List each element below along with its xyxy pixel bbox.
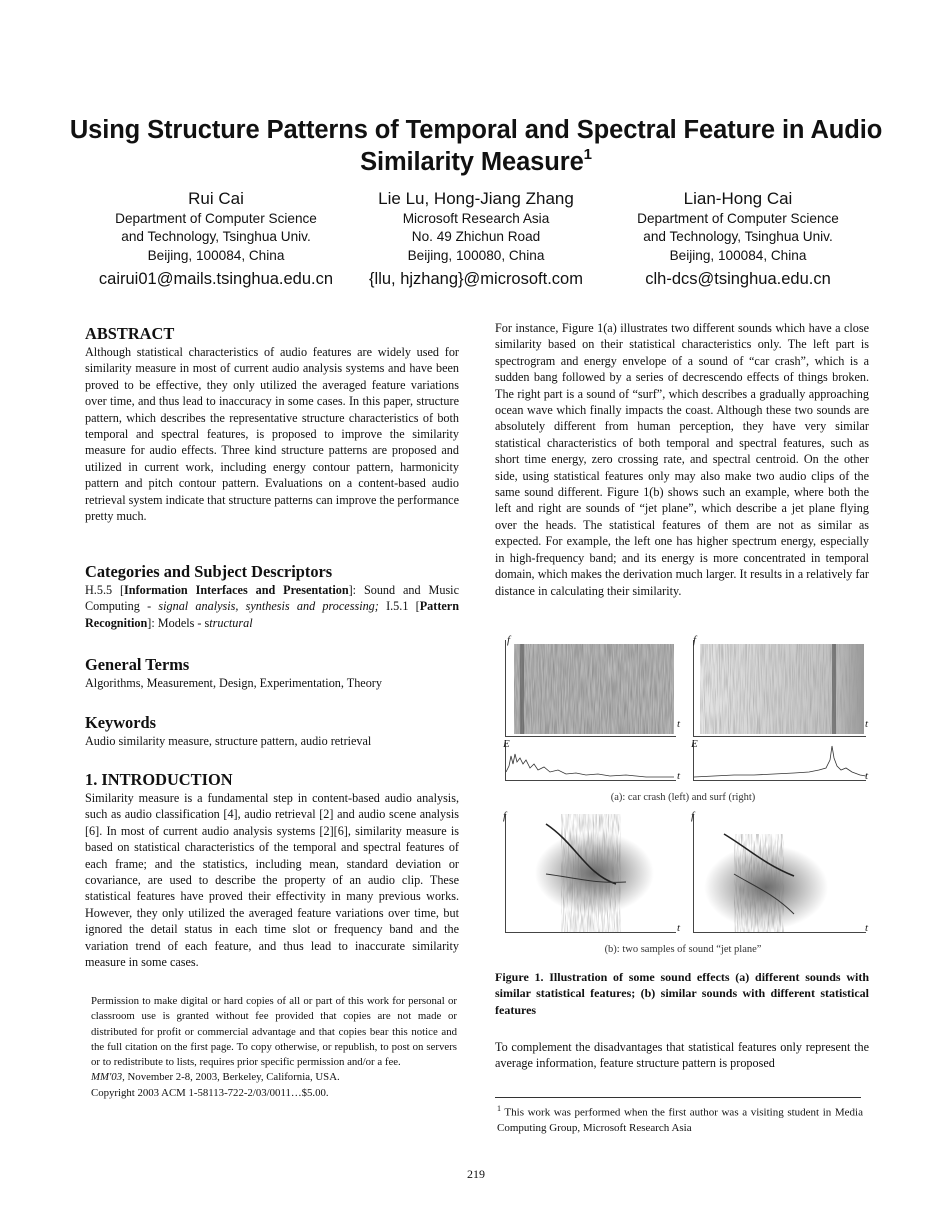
abstract-text: Although statistical characteristics of audio features are widely used for similarity measure in most of current audio analysis systems and have been proved to be effective, they only utilized the averaged feature variations over time, and thus lead to inaccuracy in some cases. In this paper, structure pattern, which describes the representative structure characteristics of both temporal and spectral features, is proposed to improve the similarity measure for audio effects. Three kind structure patterns are proposed and utilized in current work, including energy contour pattern, harmonicity pattern and pitch contour pattern. Evaluations on a content-based audio retrieval system indicate that structure patterns can improve the performance pretty much. bbox=[85, 345, 459, 524]
body-paragraph: For instance, Figure 1(a) illustrates two different sounds which have a close similarity based on their statistical characteristics only. The left part is spectrogram and energy envelope of a sound of “car crash”, which is a sudden bang followed by a series of decrescendo effects of things broken. The right part is a sound of “surf”, which describes a gradually approaching ocean wave which finally impacts the coast. Although these two sounds are absolutely different from human perception, they have very similar statistical characteristics of both temporal and spectral features, such as short time energy, zero crossing rate, and spectral centroid. On the other side, using statistical features only may also make two audio clips of the same sound different. Figure 1(b) shows such an example, where both the left and right are sounds of “jet plane”, which describe a jet plane flying over the heads. The statistical features of them are not as similar as expected. For example, the left one has higher spectrum energy, especially in high-frequency band; and its energy is more concentrated in temporal domain, which makes the derivation much larger. It results in a relatively far distance in calculating their similarity. bbox=[495, 321, 869, 598]
author-affiliation-line: No. 49 Zhichun Road bbox=[411, 229, 541, 245]
abstract-heading: ABSTRACT bbox=[85, 324, 175, 343]
paper-title-text: Using Structure Patterns of Temporal and Spectral Feature in Audio Similarity Measure bbox=[69, 116, 883, 176]
figure-1 bbox=[493, 630, 873, 960]
permission-text: Permission to make digital or hard copies of all or part of this work for personal or classroom use is granted without fee provided that copies are not made or distributed for profit or commercial advantage and that copies bear this notice and the full citation on the first page. To copy otherwise, or republish, to post on servers or to redistribute to lists, requires prior specific permission and/or a fee. bbox=[91, 995, 457, 1069]
axis-label-t: t bbox=[677, 718, 681, 730]
spectrogram-texture bbox=[694, 640, 869, 736]
permission-notice bbox=[91, 994, 457, 1101]
axis-label-f: f bbox=[691, 810, 695, 822]
author-affiliation-line: and Technology, Tsinghua Univ. bbox=[121, 229, 311, 245]
introduction-section bbox=[85, 770, 459, 970]
author-name: Lian-Hong Cai bbox=[683, 189, 793, 208]
abstract-section bbox=[85, 324, 459, 524]
right-column-paragraph-2 bbox=[495, 1039, 869, 1072]
author-affiliation-line: Beijing, 100084, China bbox=[669, 247, 807, 263]
keywords-heading: Keywords bbox=[85, 713, 157, 732]
introduction-text: Similarity measure is a fundamental step in content-based audio analysis, such as audio classification [4], audio retrieval [2] and audio scene analysis [6]. In most of current audio analysis systems [2][6], similarity measure is based on statistical characteristics of the temporal and spectral features of each frame; and the statistics, including mean, standard deviation or covariance, are used to describe the property of an audio clip. These statistical features have proved their effectivity in many previous works. However, they only utilized the averaged feature variations over time, but ignored the detail status in each time slot or frequency band and the variation trend of each feature, and thus lead to inaccurate similarity measure in some cases. bbox=[85, 791, 459, 970]
energy-envelope-car-crash bbox=[505, 742, 676, 781]
categories-text: H.5.5 [Information Interfaces and Presentation]: Sound and Music Computing - signal analysis, synthesis and processing; I.5.1 [Pattern Recognition]: Models - structural bbox=[85, 583, 459, 630]
spectrogram-jet-plane-left bbox=[505, 814, 676, 933]
footnote-separator bbox=[495, 1097, 861, 1098]
author-block-1 bbox=[66, 188, 366, 288]
spectrogram-jet-plane-right bbox=[693, 814, 869, 934]
general-terms-text: Algorithms, Measurement, Design, Experimentation, Theory bbox=[85, 676, 382, 690]
spectrogram-texture bbox=[506, 640, 676, 736]
axis-label-t: t bbox=[865, 922, 869, 934]
energy-curve bbox=[694, 742, 869, 782]
author-email: {llu, hjzhang}@microsoft.com bbox=[369, 270, 583, 288]
author-affiliation-line: Microsoft Research Asia bbox=[402, 211, 550, 226]
author-affiliation-line: Beijing, 100080, China bbox=[407, 247, 545, 263]
axis-label-f: f bbox=[693, 634, 697, 646]
axis-label-e: E bbox=[691, 738, 698, 750]
author-affiliation-line: Department of Computer Science bbox=[637, 211, 839, 226]
subfigure-caption-a: (a): car crash (left) and surf (right) bbox=[610, 792, 756, 803]
copyright-line: Copyright 2003 ACM 1-58113-722-2/03/0011…$5.00. bbox=[91, 1086, 329, 1099]
categories-section bbox=[85, 562, 459, 631]
right-column-paragraph-1 bbox=[495, 320, 869, 599]
axis-label-t: t bbox=[677, 922, 681, 934]
author-affiliation-line: Department of Computer Science bbox=[115, 211, 317, 226]
axis-label-t: t bbox=[865, 770, 869, 782]
axis-label-f: f bbox=[507, 634, 511, 646]
author-block-3 bbox=[588, 188, 888, 288]
author-email: clh-dcs@tsinghua.edu.cn bbox=[645, 270, 831, 288]
author-block-2 bbox=[326, 188, 626, 288]
paper-title bbox=[40, 114, 912, 178]
axis-label-t: t bbox=[677, 770, 681, 782]
author-name: Lie Lu, Hong-Jiang Zhang bbox=[378, 189, 574, 208]
footnote-mark: 1 bbox=[497, 1104, 501, 1113]
introduction-heading: 1. INTRODUCTION bbox=[85, 770, 233, 789]
axis-label-t: t bbox=[865, 718, 869, 730]
footnote-text: This work was performed when the first author was a visiting student in Media Computing Group, Microsoft Research Asia bbox=[497, 1106, 863, 1135]
subfigure-caption-b: (b): two samples of sound “jet plane” bbox=[604, 944, 762, 955]
categories-heading: Categories and Subject Descriptors bbox=[85, 562, 333, 581]
keywords-text: Audio similarity measure, structure pattern, audio retrieval bbox=[85, 734, 372, 748]
author-affiliation-line: Beijing, 100084, China bbox=[147, 247, 285, 263]
footnote bbox=[497, 1101, 863, 1137]
axis-label-f: f bbox=[503, 810, 507, 822]
author-affiliation-line: and Technology, Tsinghua Univ. bbox=[643, 229, 833, 245]
figure-caption: Figure 1. Illustration of some sound effects (a) different sounds with similar statistical features; (b) similar sounds with different statistical features bbox=[495, 970, 869, 1017]
energy-curve bbox=[506, 742, 676, 780]
body-paragraph: To complement the disadvantages that statistical features only represent the average information, feature structure pattern is proposed bbox=[495, 1040, 869, 1071]
spectrogram-surf bbox=[693, 640, 869, 737]
title-footnote-mark: 1 bbox=[583, 146, 592, 163]
axis-label-e: E bbox=[503, 738, 510, 750]
spectrogram-car-crash bbox=[505, 640, 676, 737]
energy-envelope-surf bbox=[693, 742, 869, 782]
spectrogram-texture bbox=[694, 814, 869, 934]
keywords-section bbox=[85, 713, 459, 749]
conference-line: MM'03, November 2-8, 2003, Berkeley, California, USA. bbox=[91, 1071, 340, 1084]
spectrogram-texture bbox=[506, 814, 676, 932]
general-terms-heading: General Terms bbox=[85, 655, 190, 674]
author-name: Rui Cai bbox=[188, 189, 244, 208]
author-email: cairui01@mails.tsinghua.edu.cn bbox=[98, 270, 334, 288]
general-terms-section bbox=[85, 655, 459, 691]
page-number: 219 bbox=[467, 1167, 485, 1181]
